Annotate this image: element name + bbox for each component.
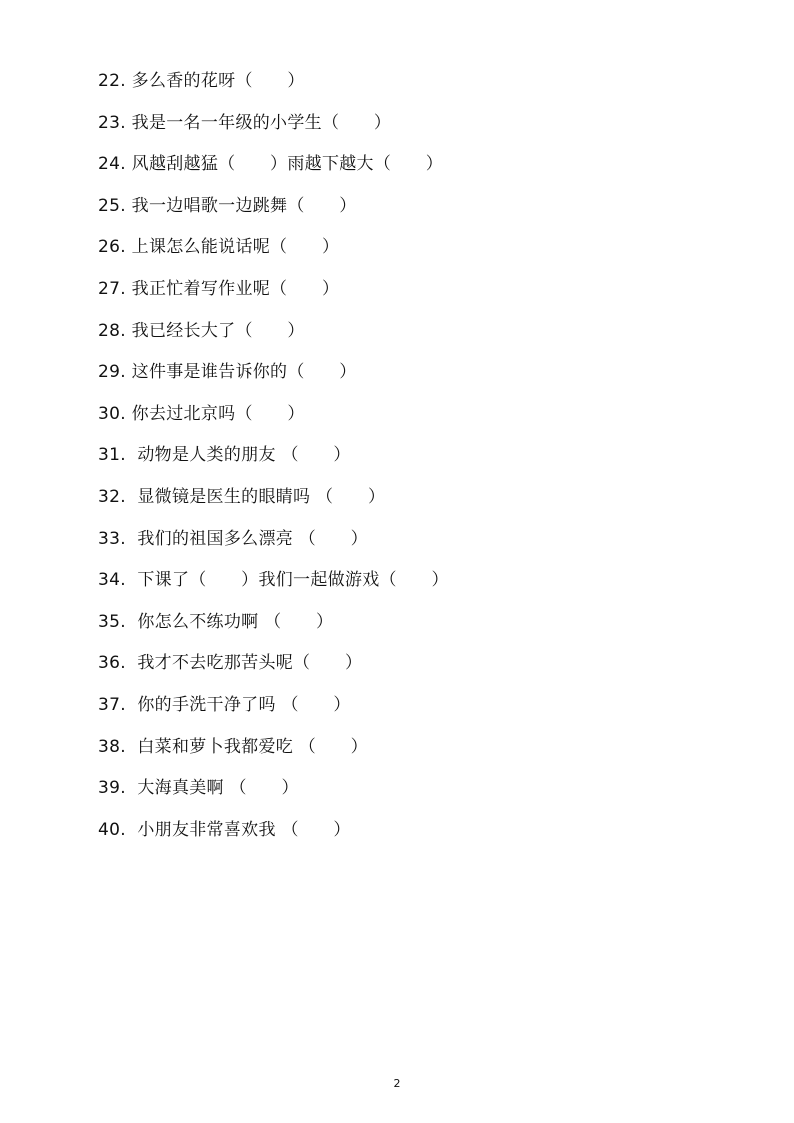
question-list	[98, 66, 449, 856]
question-36: 36. 我才不去吃那苦头呢（ ）	[98, 653, 363, 674]
question-38: 38. 白菜和萝卜我都爱吃 （ ）	[98, 736, 368, 757]
question-34: 34. 下课了（ ）我们一起做游戏（ ）	[98, 570, 449, 591]
question-22: 22. 多么香的花呀（ ）	[98, 71, 305, 91]
question-39: 39. 大海真美啊 （ ）	[98, 778, 299, 799]
question-27: 27. 我正忙着写作业呢（ ）	[98, 278, 340, 299]
question-37: 37. 你的手洗干净了吗 （ ）	[98, 694, 351, 715]
page-number: 2	[393, 1077, 401, 1090]
question-35: 35. 你怎么不练功啊 （ ）	[98, 611, 334, 632]
question-30: 30. 你去过北京吗（ ）	[98, 403, 305, 424]
question-23: 23. 我是一名一年级的小学生（ ）	[98, 112, 392, 133]
question-29: 29. 这件事是谁告诉你的（ ）	[98, 362, 357, 383]
question-24: 24. 风越刮越猛（ ）雨越下越大（ ）	[98, 154, 444, 175]
question-32: 32. 显微镜是医生的眼睛吗 （ ）	[98, 486, 386, 507]
question-25: 25. 我一边唱歌一边跳舞（ ）	[98, 195, 357, 216]
question-26: 26. 上课怎么能说话呢（ ）	[98, 237, 340, 258]
question-40: 40. 小朋友非常喜欢我 （ ）	[98, 819, 351, 840]
question-33: 33. 我们的祖国多么漂亮 （ ）	[98, 528, 368, 549]
question-28: 28. 我已经长大了（ ）	[98, 320, 305, 341]
question-31: 31. 动物是人类的朋友 （ ）	[98, 445, 351, 466]
